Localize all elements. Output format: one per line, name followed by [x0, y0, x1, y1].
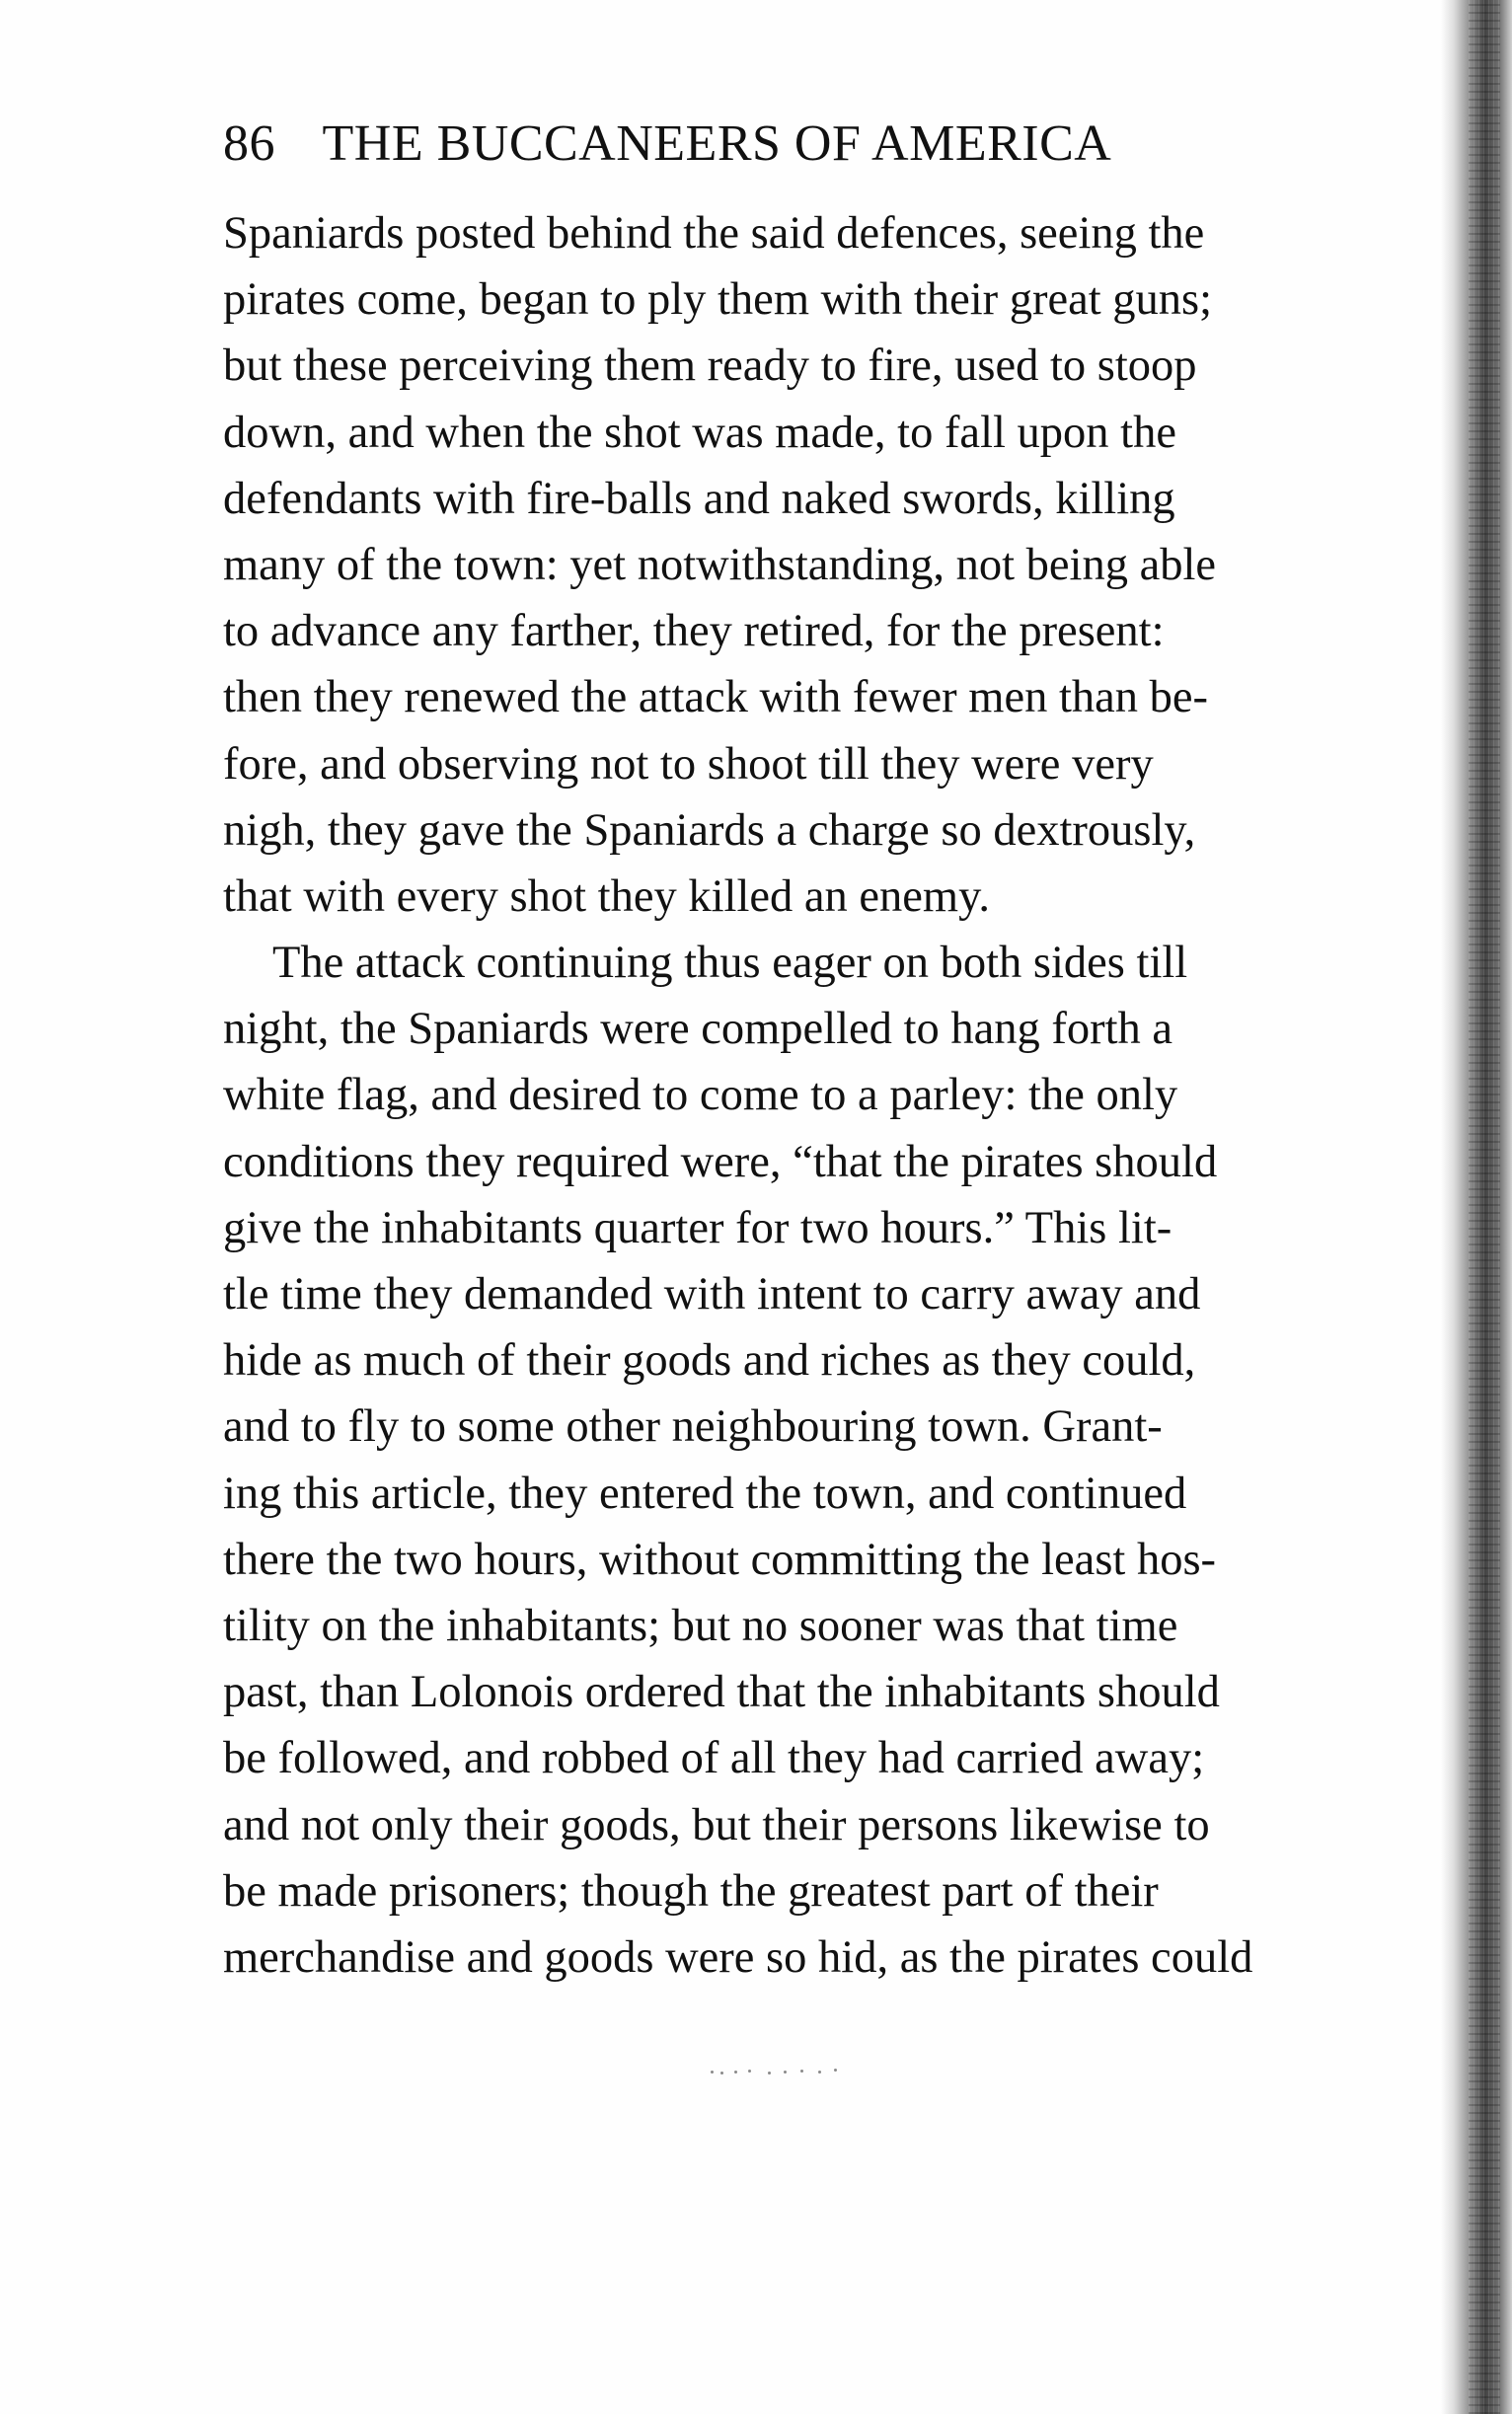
text-line: then they renewed the attack with fewer men than be-	[223, 672, 1209, 723]
text-line: tle time they demanded with intent to carry away and	[223, 1269, 1201, 1320]
ink-dot	[818, 2071, 821, 2074]
ink-dot	[720, 2072, 723, 2075]
text-line: past, than Lolonois ordered that the inhabitants should	[223, 1667, 1220, 1718]
running-title: THE BUCCANEERS OF AMERICA	[322, 115, 1112, 172]
text-line: white flag, and desired to come to a parley: the only	[223, 1070, 1178, 1121]
text-line: give the inhabitants quarter for two hours.” This lit-	[223, 1202, 1172, 1253]
text-line: but these perceiving them ready to fire, used to stoop	[223, 340, 1197, 392]
text-line: ing this article, they entered the town, and continued	[223, 1468, 1187, 1519]
text-line: pirates come, began to ply them with their great guns;	[223, 274, 1213, 326]
ink-dot	[711, 2071, 714, 2074]
ink-dot	[784, 2071, 787, 2074]
ink-dot	[800, 2070, 803, 2073]
text-line: and not only their goods, but their persons likewise to	[223, 1799, 1210, 1850]
text-line: Spaniards posted behind the said defences, seeing the	[223, 208, 1205, 259]
text-line: night, the Spaniards were compelled to hang forth a	[223, 1004, 1173, 1055]
text-line: that with every shot they killed an enemy.	[223, 870, 990, 922]
text-line: and to fly to some other neighbouring town. Grant-	[223, 1401, 1163, 1453]
text-line: fore, and observing not to shoot till they were very	[223, 738, 1154, 790]
text-line: tility on the inhabitants; but no sooner was that time	[223, 1600, 1178, 1651]
text-line: merchandise and goods were so hid, as the pirates could	[223, 1931, 1253, 1983]
text-line: down, and when the shot was made, to fall upon the	[223, 407, 1176, 458]
ink-dot	[748, 2070, 751, 2073]
text-line: hide as much of their goods and riches as they could,	[223, 1335, 1196, 1387]
text-line: conditions they required were, “that the pirates should	[223, 1136, 1218, 1187]
text-line: there the two hours, without committing the least hos-	[223, 1534, 1217, 1585]
text-line: many of the town: yet notwithstanding, not being able	[223, 539, 1217, 590]
text-line: be made prisoners; though the greatest part of their	[223, 1865, 1159, 1917]
body-text	[223, 200, 1417, 1991]
ink-dot	[834, 2069, 837, 2072]
ink-dot	[768, 2072, 771, 2075]
text-line: defendants with fire-balls and naked swords, killing	[223, 473, 1175, 524]
paragraph-start-line: The attack continuing thus eager on both sides till	[272, 938, 1188, 989]
scan-speckle	[1469, 0, 1500, 2414]
ink-smudge	[711, 2068, 851, 2075]
text-line: to advance any farther, they retired, for the present:	[223, 606, 1165, 657]
page-number: 86	[223, 115, 275, 172]
ink-dot	[734, 2071, 737, 2074]
text-line: nigh, they gave the Spaniards a charge so dextrously,	[223, 804, 1196, 856]
text-line: be followed, and robbed of all they had carried away;	[223, 1733, 1205, 1784]
page-header	[223, 114, 1407, 184]
